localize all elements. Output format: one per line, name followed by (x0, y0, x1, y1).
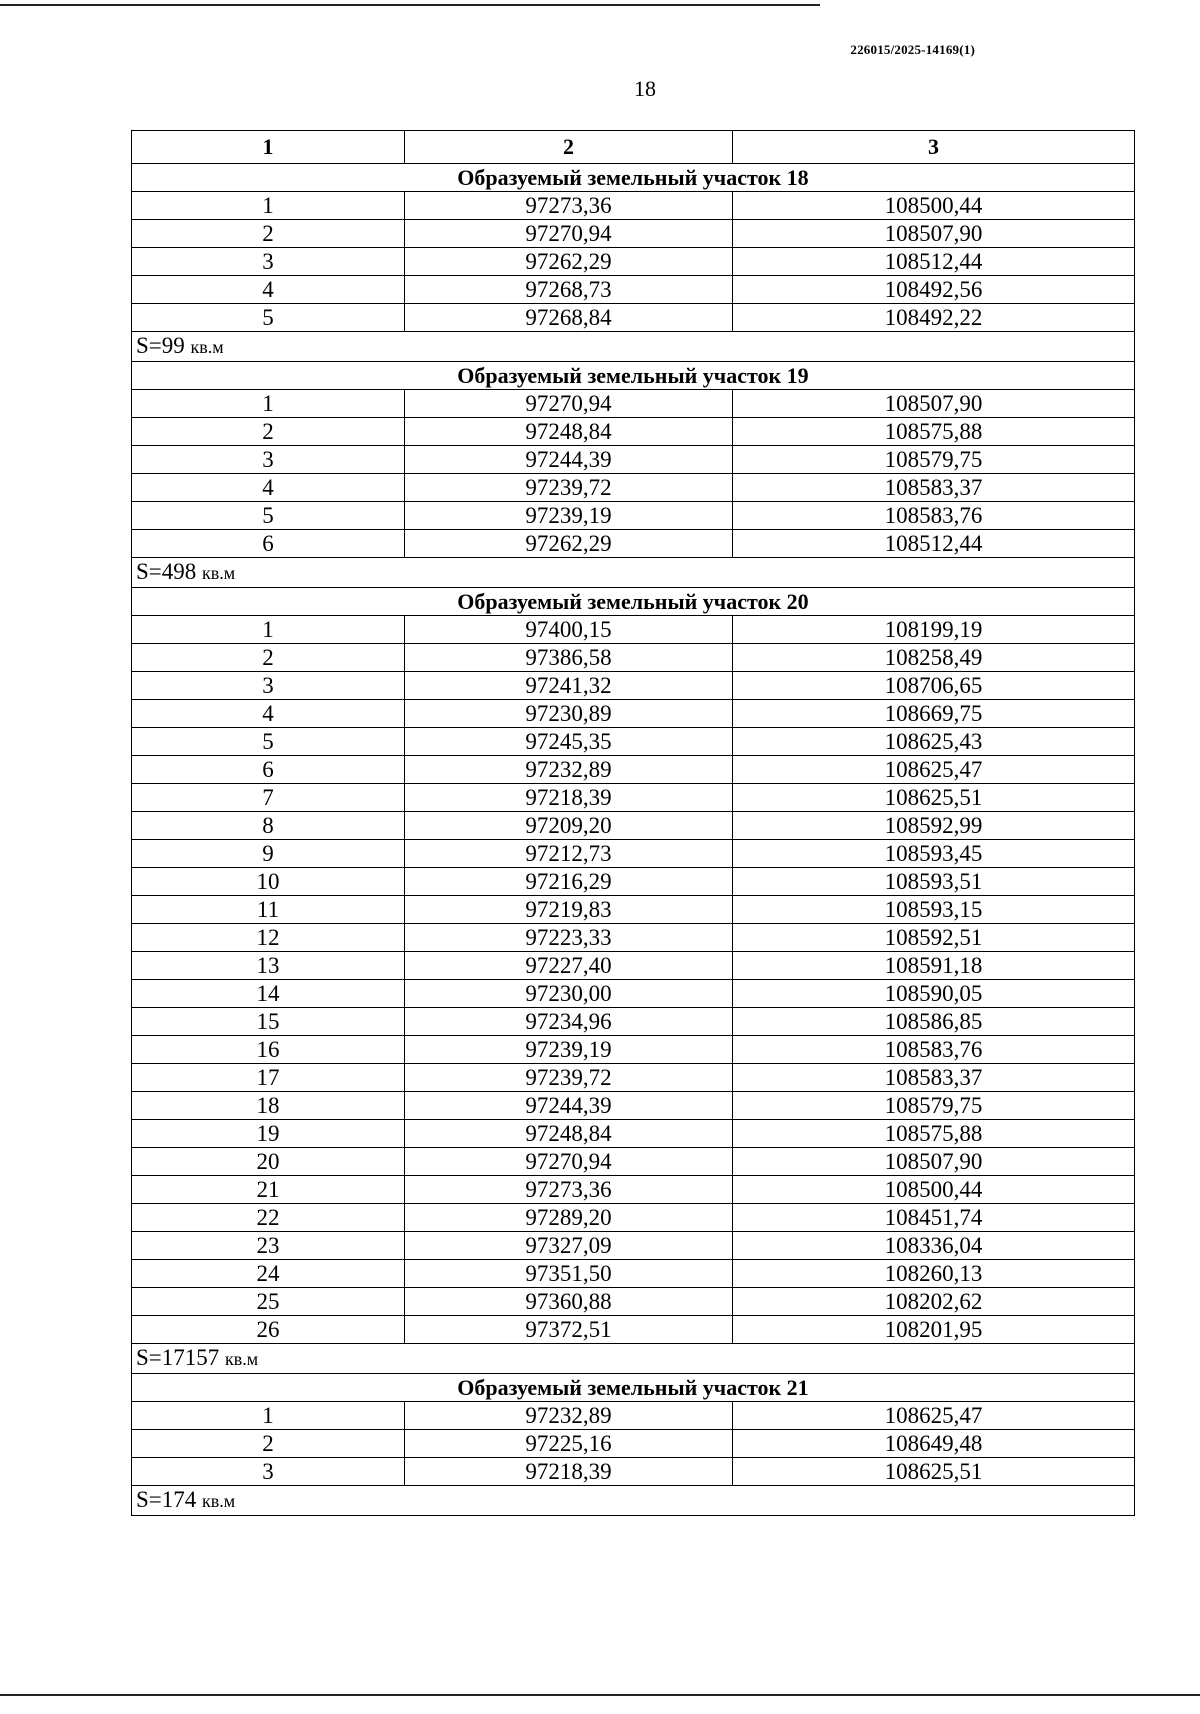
coordinate-y: 108649,48 (733, 1430, 1135, 1458)
coordinate-x: 97268,84 (405, 304, 733, 332)
coordinate-x: 97248,84 (405, 1120, 733, 1148)
point-number: 2 (132, 644, 405, 672)
header-row (132, 131, 1135, 164)
coordinate-x: 97244,39 (405, 1092, 733, 1120)
coordinate-y: 108583,37 (733, 1064, 1135, 1092)
coordinate-x: 97270,94 (405, 220, 733, 248)
table-row (132, 474, 1135, 502)
section-title-row (132, 1374, 1135, 1402)
point-number: 6 (132, 530, 405, 558)
coordinate-y: 108492,56 (733, 276, 1135, 304)
table-row (132, 644, 1135, 672)
document-number: 226015/2025-14169(1) (850, 42, 975, 57)
point-number: 1 (132, 1402, 405, 1430)
table-row (132, 924, 1135, 952)
section-title-row (132, 164, 1135, 192)
point-number: 26 (132, 1316, 405, 1344)
table-row (132, 1092, 1135, 1120)
coordinate-x: 97212,73 (405, 840, 733, 868)
coordinate-x: 97239,19 (405, 1036, 733, 1064)
table-row (132, 1316, 1135, 1344)
coordinate-y: 108451,74 (733, 1204, 1135, 1232)
coordinate-x: 97248,84 (405, 418, 733, 446)
table-row (132, 840, 1135, 868)
section-title-row (132, 362, 1135, 390)
coordinate-x: 97218,39 (405, 784, 733, 812)
coordinate-y: 108583,76 (733, 502, 1135, 530)
coordinate-x: 97270,94 (405, 1148, 733, 1176)
coordinate-x: 97289,20 (405, 1204, 733, 1232)
point-number: 2 (132, 1430, 405, 1458)
table-row (132, 192, 1135, 220)
area-cell (132, 332, 1135, 362)
point-number: 3 (132, 1458, 405, 1486)
table-row (132, 530, 1135, 558)
coordinate-y: 108706,65 (733, 672, 1135, 700)
point-number: 10 (132, 868, 405, 896)
page-number: 18 (634, 76, 656, 101)
coordinate-y: 108579,75 (733, 446, 1135, 474)
point-number: 4 (132, 700, 405, 728)
column-header-2: 2 (405, 131, 733, 164)
area-cell (132, 1486, 1135, 1516)
area-unit: кв.м (190, 337, 224, 357)
coordinate-y: 108500,44 (733, 1176, 1135, 1204)
table-row (132, 1204, 1135, 1232)
coordinate-x: 97239,72 (405, 474, 733, 502)
point-number: 3 (132, 446, 405, 474)
area-cell (132, 558, 1135, 588)
coordinate-x: 97372,51 (405, 1316, 733, 1344)
table-row (132, 700, 1135, 728)
coordinate-y: 108512,44 (733, 248, 1135, 276)
table-body (132, 164, 1135, 1516)
point-number: 6 (132, 756, 405, 784)
point-number: 15 (132, 1008, 405, 1036)
area-value: S=99 (136, 333, 185, 358)
point-number: 4 (132, 276, 405, 304)
area-value: S=498 (136, 559, 197, 584)
point-number: 18 (132, 1092, 405, 1120)
coordinate-y: 108586,85 (733, 1008, 1135, 1036)
table-row (132, 502, 1135, 530)
coordinate-y: 108625,51 (733, 1458, 1135, 1486)
coordinate-y: 108202,62 (733, 1288, 1135, 1316)
point-number: 3 (132, 672, 405, 700)
coordinate-y: 108258,49 (733, 644, 1135, 672)
coordinate-y: 108625,47 (733, 756, 1135, 784)
table-row (132, 248, 1135, 276)
point-number: 4 (132, 474, 405, 502)
coordinate-x: 97273,36 (405, 192, 733, 220)
coordinate-y: 108669,75 (733, 700, 1135, 728)
coordinate-y: 108592,99 (733, 812, 1135, 840)
coordinate-x: 97327,09 (405, 1232, 733, 1260)
coordinate-y: 108260,13 (733, 1260, 1135, 1288)
area-value: S=174 (136, 1487, 197, 1512)
table-row (132, 1064, 1135, 1092)
coordinate-y: 108507,90 (733, 220, 1135, 248)
table-row (132, 418, 1135, 446)
coordinate-y: 108593,15 (733, 896, 1135, 924)
column-header-1: 1 (132, 131, 405, 164)
coordinate-y: 108625,51 (733, 784, 1135, 812)
table-row (132, 756, 1135, 784)
point-number: 13 (132, 952, 405, 980)
coordinate-x: 97209,20 (405, 812, 733, 840)
point-number: 22 (132, 1204, 405, 1232)
coordinate-x: 97218,39 (405, 1458, 733, 1486)
section-title-row (132, 588, 1135, 616)
point-number: 20 (132, 1148, 405, 1176)
table-row (132, 616, 1135, 644)
coordinate-x: 97273,36 (405, 1176, 733, 1204)
coordinate-y: 108507,90 (733, 1148, 1135, 1176)
coordinate-x: 97219,83 (405, 896, 733, 924)
coordinate-y: 108593,51 (733, 868, 1135, 896)
table-row (132, 1260, 1135, 1288)
scan-bottom-border (0, 1694, 1200, 1696)
point-number: 1 (132, 192, 405, 220)
table-row (132, 1430, 1135, 1458)
point-number: 8 (132, 812, 405, 840)
point-number: 25 (132, 1288, 405, 1316)
point-number: 14 (132, 980, 405, 1008)
scan-top-border (0, 4, 820, 6)
coordinate-y: 108590,05 (733, 980, 1135, 1008)
point-number: 11 (132, 896, 405, 924)
section-title: Образуемый земельный участок 19 (132, 362, 1135, 390)
point-number: 19 (132, 1120, 405, 1148)
coordinate-x: 97232,89 (405, 1402, 733, 1430)
table-row (132, 1120, 1135, 1148)
table-row (132, 304, 1135, 332)
table-row (132, 1036, 1135, 1064)
coordinate-y: 108199,19 (733, 616, 1135, 644)
area-row (132, 1344, 1135, 1374)
area-value: S=17157 (136, 1345, 220, 1370)
coordinate-y: 108507,90 (733, 390, 1135, 418)
table-row (132, 784, 1135, 812)
area-row (132, 1486, 1135, 1516)
coordinate-y: 108583,76 (733, 1036, 1135, 1064)
point-number: 2 (132, 220, 405, 248)
table-row (132, 1232, 1135, 1260)
point-number: 2 (132, 418, 405, 446)
table-row (132, 952, 1135, 980)
point-number: 24 (132, 1260, 405, 1288)
table-row (132, 220, 1135, 248)
coordinate-x: 97239,19 (405, 502, 733, 530)
coordinate-x: 97400,15 (405, 616, 733, 644)
area-unit: кв.м (225, 1349, 259, 1369)
table-row (132, 812, 1135, 840)
coordinate-y: 108579,75 (733, 1092, 1135, 1120)
coordinate-y: 108500,44 (733, 192, 1135, 220)
coordinate-x: 97239,72 (405, 1064, 733, 1092)
point-number: 3 (132, 248, 405, 276)
coordinate-y: 108591,18 (733, 952, 1135, 980)
coordinate-y: 108492,22 (733, 304, 1135, 332)
coordinate-x: 97225,16 (405, 1430, 733, 1458)
table-row (132, 728, 1135, 756)
coordinates-table (131, 130, 1135, 1516)
coordinate-x: 97262,29 (405, 530, 733, 558)
coordinate-x: 97262,29 (405, 248, 733, 276)
point-number: 7 (132, 784, 405, 812)
table-row (132, 1176, 1135, 1204)
table-row (132, 868, 1135, 896)
table-row (132, 896, 1135, 924)
coordinate-y: 108575,88 (733, 1120, 1135, 1148)
section-title: Образуемый земельный участок 20 (132, 588, 1135, 616)
area-unit: кв.м (202, 563, 236, 583)
coordinate-x: 97351,50 (405, 1260, 733, 1288)
coordinate-y: 108592,51 (733, 924, 1135, 952)
point-number: 9 (132, 840, 405, 868)
area-row (132, 332, 1135, 362)
table-row (132, 1008, 1135, 1036)
section-title: Образуемый земельный участок 21 (132, 1374, 1135, 1402)
coordinate-x: 97216,29 (405, 868, 733, 896)
point-number: 12 (132, 924, 405, 952)
point-number: 5 (132, 304, 405, 332)
point-number: 16 (132, 1036, 405, 1064)
table-row (132, 1458, 1135, 1486)
point-number: 17 (132, 1064, 405, 1092)
coordinate-x: 97223,33 (405, 924, 733, 952)
coordinate-y: 108201,95 (733, 1316, 1135, 1344)
coordinate-x: 97360,88 (405, 1288, 733, 1316)
coordinate-y: 108593,45 (733, 840, 1135, 868)
coordinate-x: 97230,00 (405, 980, 733, 1008)
coordinate-x: 97230,89 (405, 700, 733, 728)
coordinate-y: 108583,37 (733, 474, 1135, 502)
coordinate-x: 97234,96 (405, 1008, 733, 1036)
coordinate-y: 108336,04 (733, 1232, 1135, 1260)
coordinate-y: 108575,88 (733, 418, 1135, 446)
point-number: 5 (132, 502, 405, 530)
coordinate-x: 97241,32 (405, 672, 733, 700)
table-row (132, 1288, 1135, 1316)
table-row (132, 446, 1135, 474)
table-row (132, 276, 1135, 304)
area-unit: кв.м (202, 1491, 236, 1511)
coordinate-y: 108625,47 (733, 1402, 1135, 1430)
table-row (132, 390, 1135, 418)
coordinate-x: 97386,58 (405, 644, 733, 672)
coordinate-x: 97227,40 (405, 952, 733, 980)
table-row (132, 1402, 1135, 1430)
coordinate-x: 97268,73 (405, 276, 733, 304)
point-number: 1 (132, 390, 405, 418)
section-title: Образуемый земельный участок 18 (132, 164, 1135, 192)
coordinate-x: 97232,89 (405, 756, 733, 784)
table-row (132, 1148, 1135, 1176)
area-row (132, 558, 1135, 588)
point-number: 21 (132, 1176, 405, 1204)
area-cell (132, 1344, 1135, 1374)
point-number: 1 (132, 616, 405, 644)
coordinate-y: 108512,44 (733, 530, 1135, 558)
table-row (132, 980, 1135, 1008)
table-row (132, 672, 1135, 700)
coordinate-x: 97245,35 (405, 728, 733, 756)
coordinate-y: 108625,43 (733, 728, 1135, 756)
point-number: 23 (132, 1232, 405, 1260)
point-number: 5 (132, 728, 405, 756)
coordinate-x: 97270,94 (405, 390, 733, 418)
coordinate-x: 97244,39 (405, 446, 733, 474)
column-header-3: 3 (733, 131, 1135, 164)
